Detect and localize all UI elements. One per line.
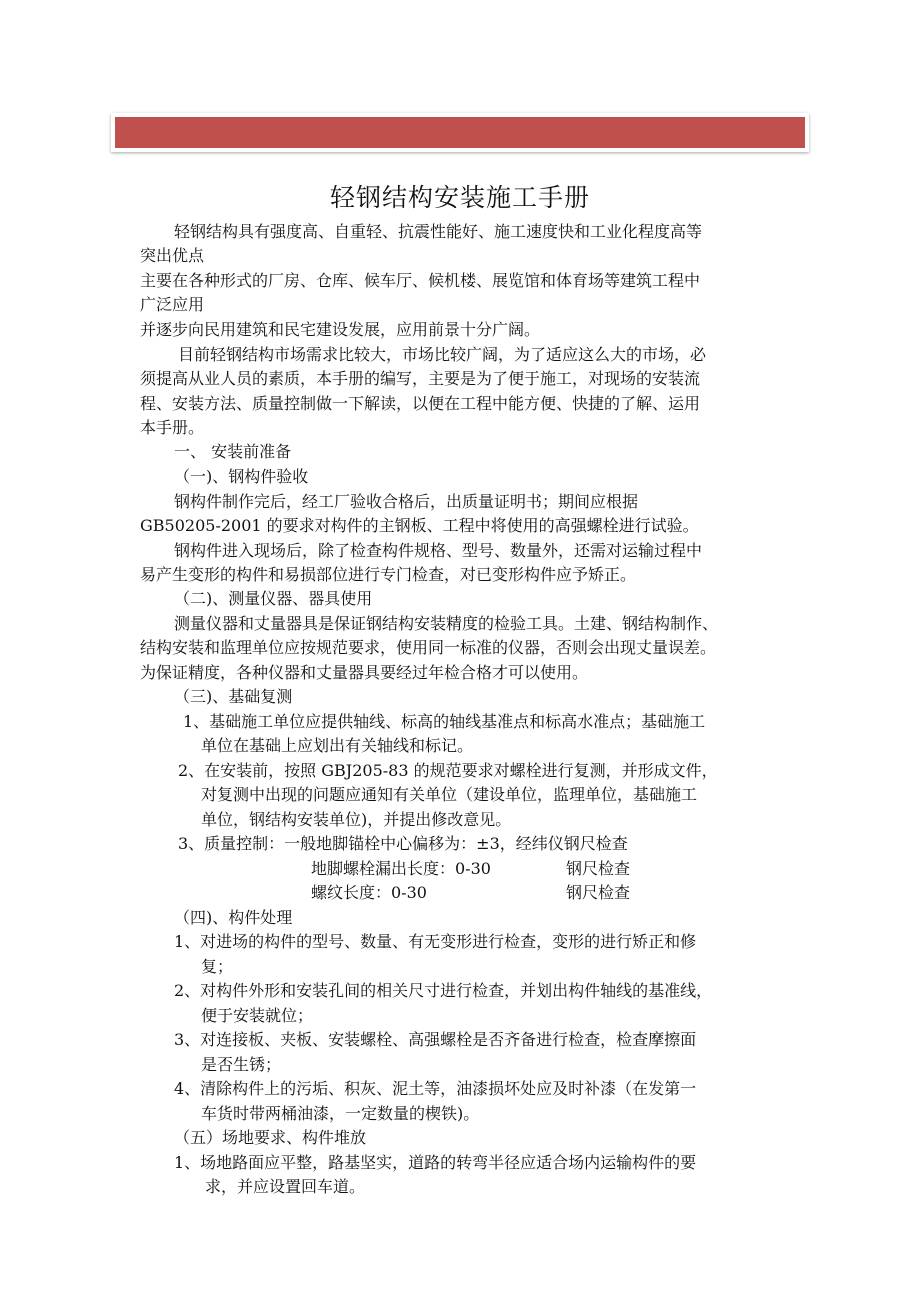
text-line: 地脚螺栓漏出长度：0-30 [311,859,491,878]
text-line: 1、对进场的构件的型号、数量、有无变形进行检查，变形的进行矫正和修 [174,932,697,951]
text-line: （五）场地要求、构件堆放 [174,1128,367,1147]
text-line: 螺纹长度：0-30 [311,883,427,902]
text-line: 钢尺检查 [566,859,631,878]
text-line: 2、在安装前，按照 GBJ205-83 的规范要求对螺栓进行复测，并形成文件， [178,761,718,780]
text-line: 1、场地路面应平整，路基坚实，道路的转弯半径应适合场内运输构件的要 [174,1153,697,1172]
text-line: 求，并应设置回车道。 [205,1177,366,1196]
header-banner [111,113,809,152]
text-line: 单位在基础上应划出有关轴线和标记。 [201,736,474,755]
text-line: 2、对构件外形和安装孔间的相关尺寸进行检查，并划出构件轴线的基准线， [174,981,713,1000]
text-line: （三)、基础复测 [174,687,293,706]
text-line: 是否生锈； [201,1055,282,1074]
text-line: 主要在各种形式的厂房、仓库、候车厅、候机楼、展览馆和体育场等建筑工程中 [140,271,701,290]
text-line: 单位，钢结构安装单位)，并提出修改意见。 [201,810,512,829]
text-line: 复； [201,957,234,976]
text-line: 并逐步向民用建筑和民宅建设发展，应用前景十分广阔。 [140,320,541,339]
text-line: 须提高从业人员的素质，本手册的编写，主要是为了便于施工，对现场的安装流 [140,369,701,388]
text-line: 1、基础施工单位应提供轴线、标高的轴线基准点和标高水准点；基础施工 [183,712,706,731]
text-line: 轻钢结构具有强度高、自重轻、抗震性能好、施工速度快和工业化程度高等 [174,222,703,241]
text-line: 一、 安装前准备 [174,442,292,461]
text-line: 本手册。 [140,418,205,437]
text-line: 钢构件制作完后，经工厂验收合格后，出质量证明书；期间应根据 [174,492,639,511]
text-line: 广泛应用 [140,295,205,314]
text-line: 便于安装就位； [201,1006,314,1025]
text-line: 易产生变形的构件和易损部位进行专门检查，对已变形构件应予矫正。 [140,565,637,584]
document-title: 轻钢结构安装施工手册 [329,183,590,212]
text-line: （一)、钢构件验收 [174,467,309,486]
text-line: 4、清除构件上的污垢、积灰、泥土等，油漆损坏处应及时补漆（在发第一 [174,1079,697,1098]
text-line: GB50205-2001 的要求对构件的主钢板、工程中将使用的高强螺栓进行试验。 [140,516,699,535]
text-line: 突出优点 [140,246,205,265]
text-line: 目前轻钢结构市场需求比较大，市场比较广阔，为了适应这么大的市场，必 [178,345,707,364]
text-line: 程、安装方法、质量控制做一下解读，以便在工程中能方便、快捷的了解、运用 [140,394,701,413]
text-line: 车货时带两桶油漆，一定数量的楔铁)。 [201,1104,480,1123]
text-line: 3、质量控制：一般地脚锚栓中心偏移为：±3，经纬仪钢尺检查 [178,834,628,853]
text-line: 对复测中出现的问题应通知有关单位（建设单位，监理单位，基础施工 [201,785,698,804]
header-banner-fill [115,117,805,148]
text-line: （四)、构件处理 [174,908,293,927]
text-line: 结构安装和监理单位应按规范要求，使用同一标准的仪器，否则会出现丈量误差。 [140,638,717,657]
text-line: 为保证精度，各种仪器和丈量器具要经过年检合格才可以使用。 [140,663,589,682]
text-line: 钢构件进入现场后，除了检查构件规格、型号、数量外，还需对运输过程中 [174,541,703,560]
text-line: 测量仪器和丈量器具是保证钢结构安装精度的检验工具。土建、钢结构制作、 [174,614,719,633]
text-line: 3、对连接板、夹板、安装螺栓、高强螺栓是否齐备进行检查，检查摩擦面 [174,1030,697,1049]
text-line: 钢尺检查 [566,883,631,902]
text-line: （二)、测量仪器、器具使用 [174,589,373,608]
